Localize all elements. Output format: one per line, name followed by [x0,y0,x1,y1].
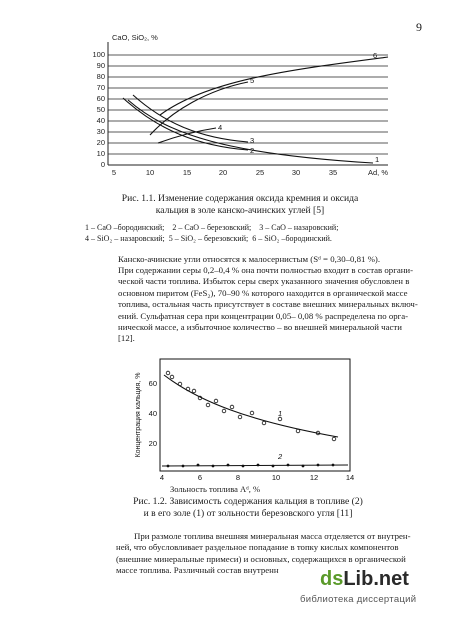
fig1-ytick: 80 [96,72,105,81]
fig1-ytick: 40 [96,116,105,125]
fig1-legend-row: 1 – CaO –бородинский; 2 – CaO – березовский; 3 – CaO – назаровский; [85,223,339,232]
fig2-point [178,382,182,386]
paragraph-line: основном пиритом (FeS₂), 70–90 % которого находится в органической массе [118,287,408,298]
fig2-y-label: Концентрация кальция, % [135,372,142,458]
fig2-xtick: 8 [235,473,241,482]
fig2-point [262,421,266,425]
fig2-ytick: 40 [148,409,157,418]
paragraph-1 [118,265,431,345]
fig2-point [250,411,254,415]
fig2-caption-line: и в его золе (1) от зольности березовского угля [11] [143,508,353,519]
fig2-point [230,405,234,409]
paragraph-line: ней, что обусловливает раздельное попадание в топку кислых компонентов [116,542,399,553]
paragraph-line: ений. Сульфатная сера при концентрации 0,05– 0,08 % распределена по орга- [118,310,409,321]
fig2-xtick: 10 [271,473,281,482]
fig1-curve-label: 4 [218,123,223,132]
paragraph-line: При содержании серы 0,2–0,4 % она почти полностью входит в состав органи- [118,265,414,275]
fig2-point [214,399,218,403]
fig1-xtick: 10 [145,168,155,177]
figure-1-1-legend [85,223,405,244]
fig2-point [238,415,242,419]
fig1-ytick: 20 [96,138,105,147]
paragraph-line: При размоле топлива внешняя минеральная масса отделяется от внутрен- [134,531,411,541]
fig2-curve-label: 2 [278,452,283,461]
fig2-ytick: 60 [148,379,157,388]
fig1-curve-label: 3 [250,136,255,145]
fig1-ytick: 60 [96,94,105,103]
figure-1-2-caption [88,496,408,520]
fig1-curve-label: 5 [250,76,255,85]
fig2-plot-frame [160,359,350,471]
fig2-x-label: Зольность топлива Aᵈ, % [170,484,261,494]
fig1-y-label: CaO, SiO₂, % [112,33,158,42]
fig1-legend-row: 4 – SiO₂ – назаровский; 5 – SiO₂ – березовский; 6 – SiO₂ –бородинский. [85,233,332,243]
fig1-xtick: 15 [182,168,192,177]
page-number: 9 [416,20,422,34]
fig1-ytick: 50 [96,105,105,114]
fig2-curve-label: 1 [278,409,283,418]
logo-prefix: ds [320,568,344,590]
fig1-ytick: 90 [96,61,105,70]
fig2-xtick: 6 [197,473,203,482]
fig2-point [222,409,226,413]
fig1-xtick: 20 [218,168,228,177]
fig1-xtick: 25 [255,168,265,177]
paragraph-line: нической массе, а избыточное количество – во внешней минеральной части [118,322,402,333]
fig1-xtick: 35 [328,168,338,177]
fig1-caption-line: Рис. 1.1. Изменение содержания оксида кремния и оксида [121,193,359,204]
figure-1-1-chart [88,30,398,185]
fig2-curve-2 [162,465,348,466]
fig2-point [206,403,210,407]
fig2-point [166,371,170,375]
paragraph-line: (внешние минеральные примеси) и основных, содержащихся в органической [116,553,406,564]
paragraph-line: Канско-ачинские угли относятся к малосернистым (Sᵈ = 0,30–0,81 %). [118,254,381,264]
fig1-caption-line: кальция в золе канско-ачинских углей [5] [155,205,325,216]
fig1-ytick: 0 [100,160,105,169]
fig2-xtick: 4 [159,473,165,482]
dslib-subtitle: библиотека диссертаций [300,594,417,605]
fig1-ytick: 100 [92,50,105,59]
paragraph-line: топлива, остальная часть присутствует в составе внешних минеральных включ- [118,299,418,310]
fig1-xtick: 30 [291,168,301,177]
logo-suffix: Lib.net [343,568,409,590]
paragraph-line: ческой части топлива. Избыток серы сверх указанного значения обусловлен в [118,276,410,287]
paragraph-line: массе топлива. Различный состав внутренн [116,565,279,576]
fig2-point [192,389,196,393]
fig2-ytick: 20 [148,439,157,448]
fig1-xtick: 5 [111,168,117,177]
fig1-ytick: 10 [96,149,105,158]
figure-1-2-chart [128,353,358,488]
fig2-xtick: 14 [345,473,355,482]
paragraph-line: [12]. [118,333,135,344]
fig2-point [170,375,174,379]
fig1-curve-label: 1 [375,155,380,164]
fig1-x-label: Ad, % [368,168,389,177]
fig2-point [332,437,336,441]
fig1-curve-label: 2 [250,146,255,155]
fig1-curve-label: 6 [373,51,378,60]
fig2-point [296,429,300,433]
fig2-curve-1 [164,375,338,437]
fig1-ytick: 70 [96,83,105,92]
paragraph-1-first-line [118,254,431,265]
fig2-caption-line: Рис. 1.2. Зависимость содержания кальция в топливе (2) [133,496,363,507]
fig1-ytick: 30 [96,127,105,136]
fig2-xtick: 12 [309,473,319,482]
dslib-logo[interactable] [320,568,409,591]
figure-1-1-caption [70,193,410,217]
